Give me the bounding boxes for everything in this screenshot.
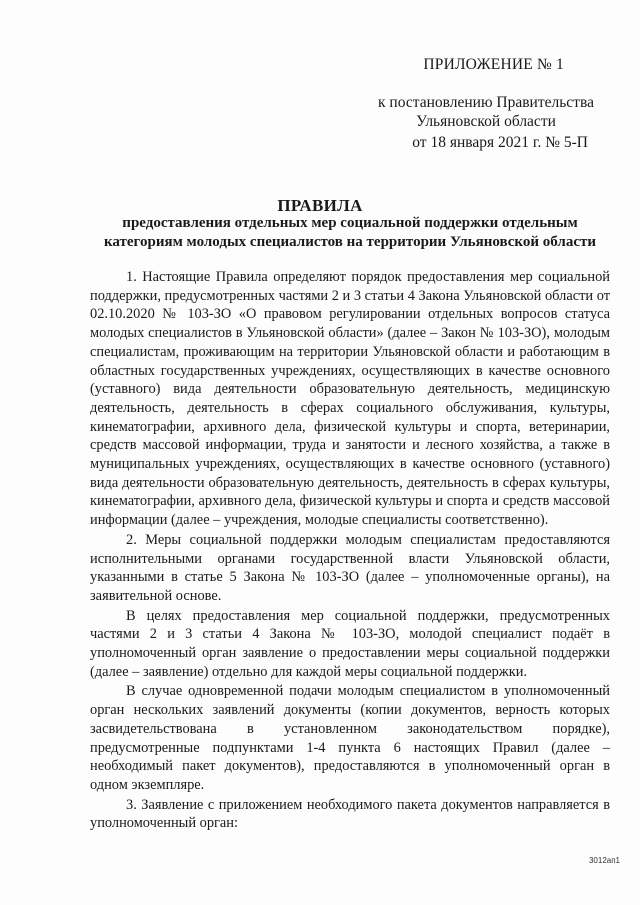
decree-date: от 18 января 2021 г. № 5-П — [412, 134, 588, 151]
decree-line-1: к постановлению Правительства — [378, 94, 594, 111]
appendix-label: ПРИЛОЖЕНИЕ № 1 — [423, 56, 564, 73]
document-subtitle: предоставления отдельных мер социальной поддержки отдельным категориям молодых специалистов на территории Ульяновской области — [104, 215, 596, 250]
document-body — [90, 268, 610, 834]
paragraph-3: В целях предоставления мер социальной поддержки, предусмотренных частями 2 и 3 статьи 4 Закона № 103-ЗО, молодой специалист подаёт в уполномоченный орган заявление о предоставлении меры социальной поддержки (далее – заявление) отдельно для каждой меры социальной поддержки. — [90, 607, 610, 680]
paragraph-2: 2. Меры социальной поддержки молодым специалистам предоставляются исполнительными органами государственной власти Ульяновской области, указанными в статье 5 Закона № 103-ЗО (далее – уполномоченные органы), на заявительной основе. — [90, 531, 610, 604]
paragraph-5: 3. Заявление с приложением необходимого пакета документов направляется в уполномоченный орган: — [90, 796, 610, 832]
document-title: ПРАВИЛА — [277, 196, 363, 215]
footer-code: 3012ап1 — [588, 856, 620, 865]
paragraph-4: В случае одновременной подачи молодым специалистом в уполномоченный орган нескольких заявлений документы (копии документов, верность которых засвидетельствована в установленном законодательством порядке), предусмотренные подпунктами 1-4 пункта 6 настоящих Правил (далее – необходимый пакет документов), предоставляются в уполномоченный орган в одном экземпляре. — [90, 683, 610, 793]
decree-line-2: Ульяновской области — [416, 113, 556, 130]
decree-reference — [366, 93, 606, 131]
paragraph-1: 1. Настоящие Правила определяют порядок предоставления мер социальной поддержки, предусмотренных частями 2 и 3 статьи 4 Закона Ульяновской области от 02.10.2020 № 103-ЗО «О правовом регулировании отдельных вопросов статуса молодых специалистов в Ульяновской области» (далее – Закон № 103-ЗО), молодым специалистам, проживающим на территории Ульяновской области и работающим в областных государственных учреждениях, осуществляющих в качестве основного (уставного) вида деятельности образовательную деятельность, медицинскую деятельность, деятельность в сферах социального обслуживания, культуры, кинематографии, архивного дела, физической культуры и спорта, ветеринарии, средств массовой информации, труда и занятости и лесного хозяйства, а также в муниципальных учреждениях, осуществляющих в качестве основного (уставного) вида деятельности образовательную деятельность, деятельность в сферах культуры, кинематографии, архивного дела, физической культуры и спорта и средств массовой информации (далее – учреждения, молодые специалисты соответственно). — [90, 269, 610, 529]
